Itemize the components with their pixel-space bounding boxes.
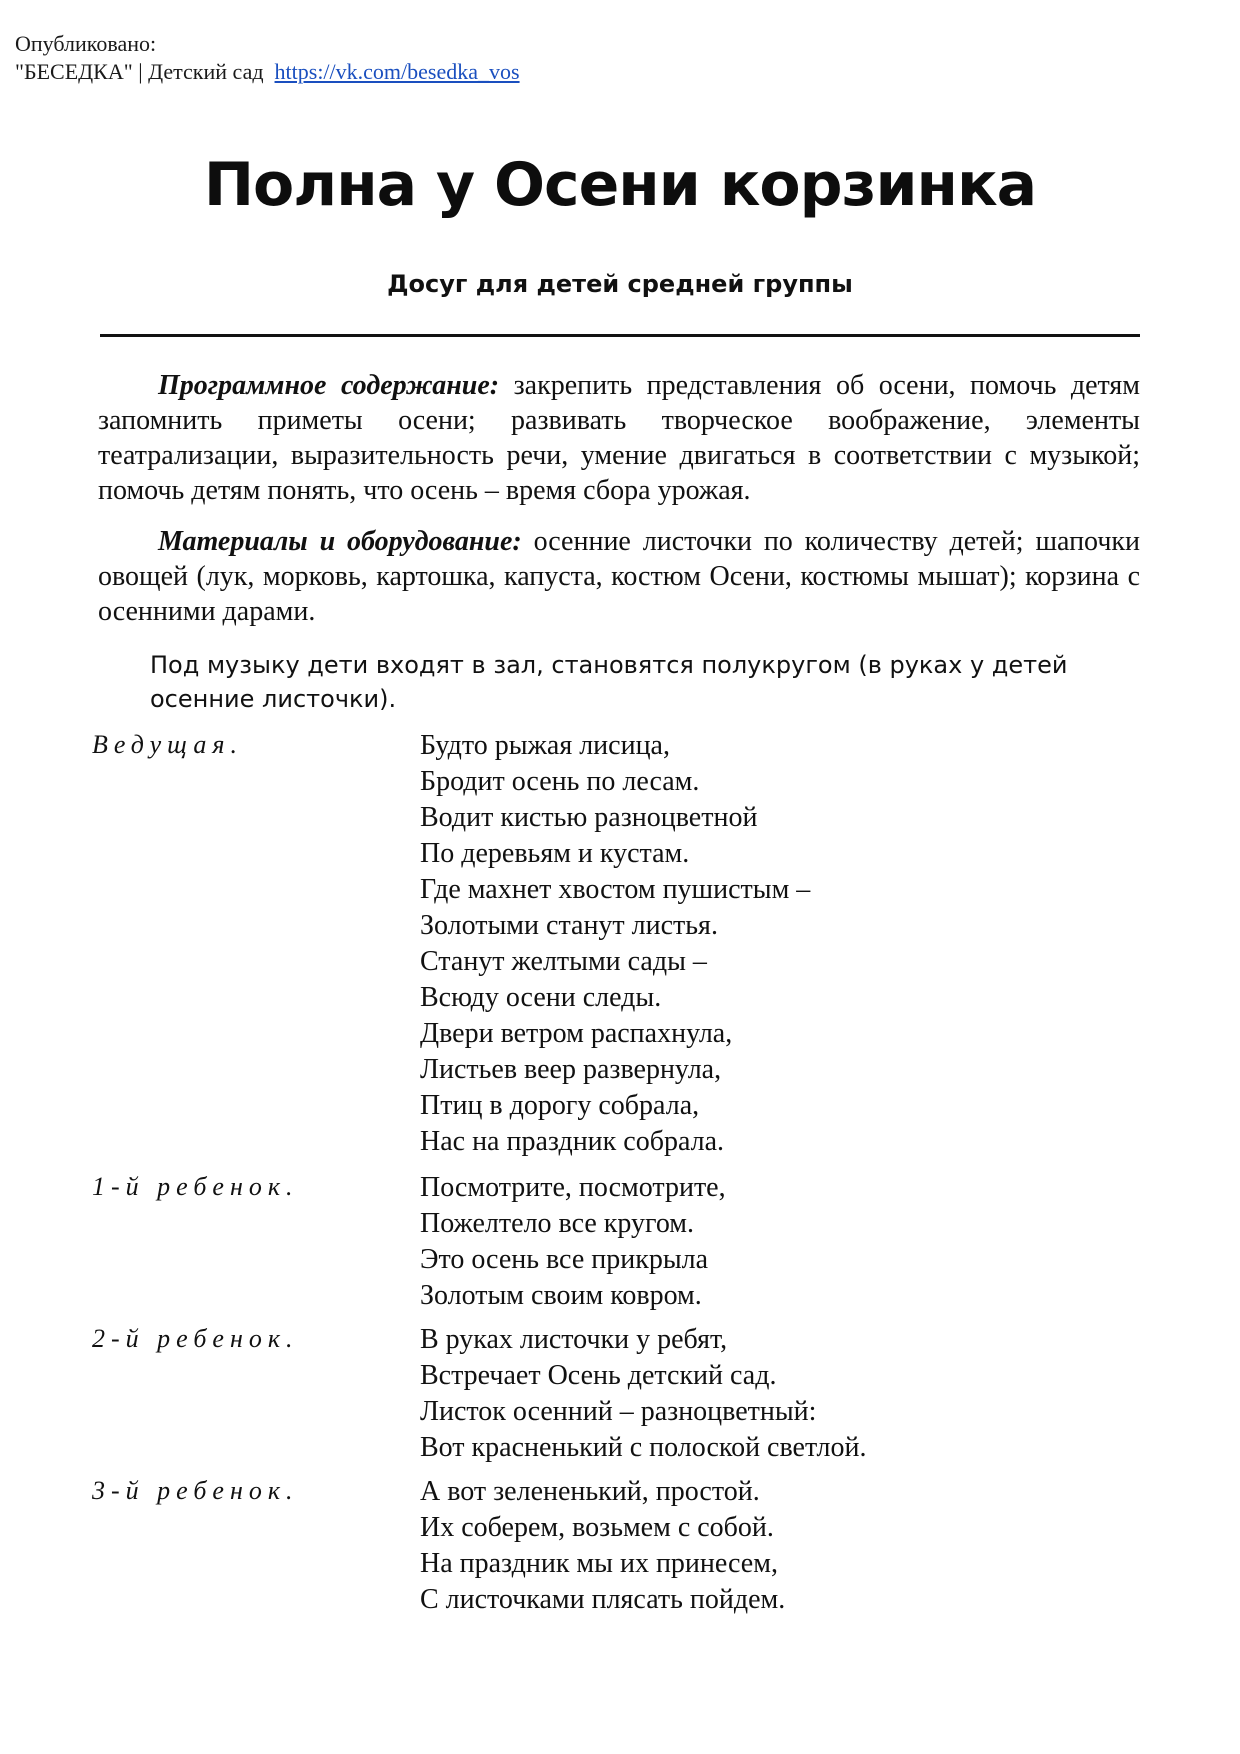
materials-lead: Материалы и оборудование: [158, 526, 522, 557]
materials-paragraph [98, 524, 1140, 629]
verse-lines [420, 1474, 785, 1618]
verse-line: Где махнет хвостом пушистым – [420, 874, 811, 905]
verse-lines [420, 1170, 726, 1314]
verse-line: Бродит осень по лесам. [420, 766, 700, 797]
verse-line: Нас на праздник собрала. [420, 1126, 725, 1157]
title-divider [100, 334, 1140, 337]
verse-line: Водит кистью разноцветной [420, 802, 758, 833]
verse-line: Золотыми станут листья. [420, 910, 718, 941]
verse-line: Вот красненький с полоской светлой. [420, 1432, 867, 1463]
verse-line: Листок осенний – разноцветный: [420, 1396, 817, 1427]
verse-line: С листочками плясать пойдем. [420, 1584, 786, 1615]
verse-line: Птиц в дорогу собрала, [420, 1090, 700, 1121]
materials-text: осенние листочки по количеству детей; шапочки овощей (лук, морковь, картошка, капуста, костюм Осени, костюмы мышат); корзина с осенними дарами. [98, 526, 1140, 627]
program-content-paragraph [98, 368, 1140, 508]
verse-line: Будто рыжая лисица, [420, 730, 670, 761]
verse-line: В руках листочки у ребят, [420, 1324, 728, 1355]
verse-line: Их соберем, возьмем с собой. [420, 1512, 774, 1543]
program-content-lead: Программное содержание: [158, 370, 500, 401]
verse-line: Станут желтыми сады – [420, 946, 707, 977]
verse-line: А вот зелененький, простой. [420, 1476, 760, 1507]
verse-line: Это осень все прикрыла [420, 1244, 709, 1275]
verse-line: Двери ветром распахнула, [420, 1018, 733, 1049]
publication-source [15, 58, 520, 86]
page-subtitle: Досуг для детей средней группы [387, 270, 853, 298]
verse-lines [420, 728, 810, 1160]
publication-note [15, 30, 520, 86]
published-label: Опубликовано: [15, 31, 157, 56]
stage-direction: Под музыку дети входят в зал, становятся полукругом (в руках у детей осенние листочки). [150, 651, 1068, 713]
verse-line: По деревьям и кустам. [420, 838, 690, 869]
site-name: "БЕСЕДКА" | Детский сад [15, 59, 264, 84]
verse-lines [420, 1322, 866, 1466]
speaker-name: Ведущая. [92, 730, 243, 759]
verse-line: Золотым своим ковром. [420, 1280, 702, 1311]
verse-line: На праздник мы их принесем, [420, 1548, 778, 1579]
page-title: Полна у Осени корзинка [203, 150, 1037, 220]
verse-line: Листьев веер развернула, [420, 1054, 722, 1085]
speaker-name: 1-й ребенок. [92, 1172, 299, 1201]
verse-line: Пожелтело все кругом. [420, 1208, 694, 1239]
speaker-name: 3-й ребенок. [92, 1476, 299, 1505]
program-content-text: закрепить представления об осени, помочь детям запомнить приметы осени; развивать творческое воображение, элементы театрализации, выразительность речи, умение двигаться в соответствии с музыкой; помочь детям понять, что осень – время сбора урожая. [98, 370, 1140, 506]
verse-line: Посмотрите, посмотрите, [420, 1172, 726, 1203]
source-link[interactable]: https://vk.com/besedka_vos [274, 59, 520, 84]
verse-line: Встречает Осень детский сад. [420, 1360, 777, 1391]
speaker-name: 2-й ребенок. [92, 1324, 299, 1353]
verse-line: Всюду осени следы. [420, 982, 662, 1013]
